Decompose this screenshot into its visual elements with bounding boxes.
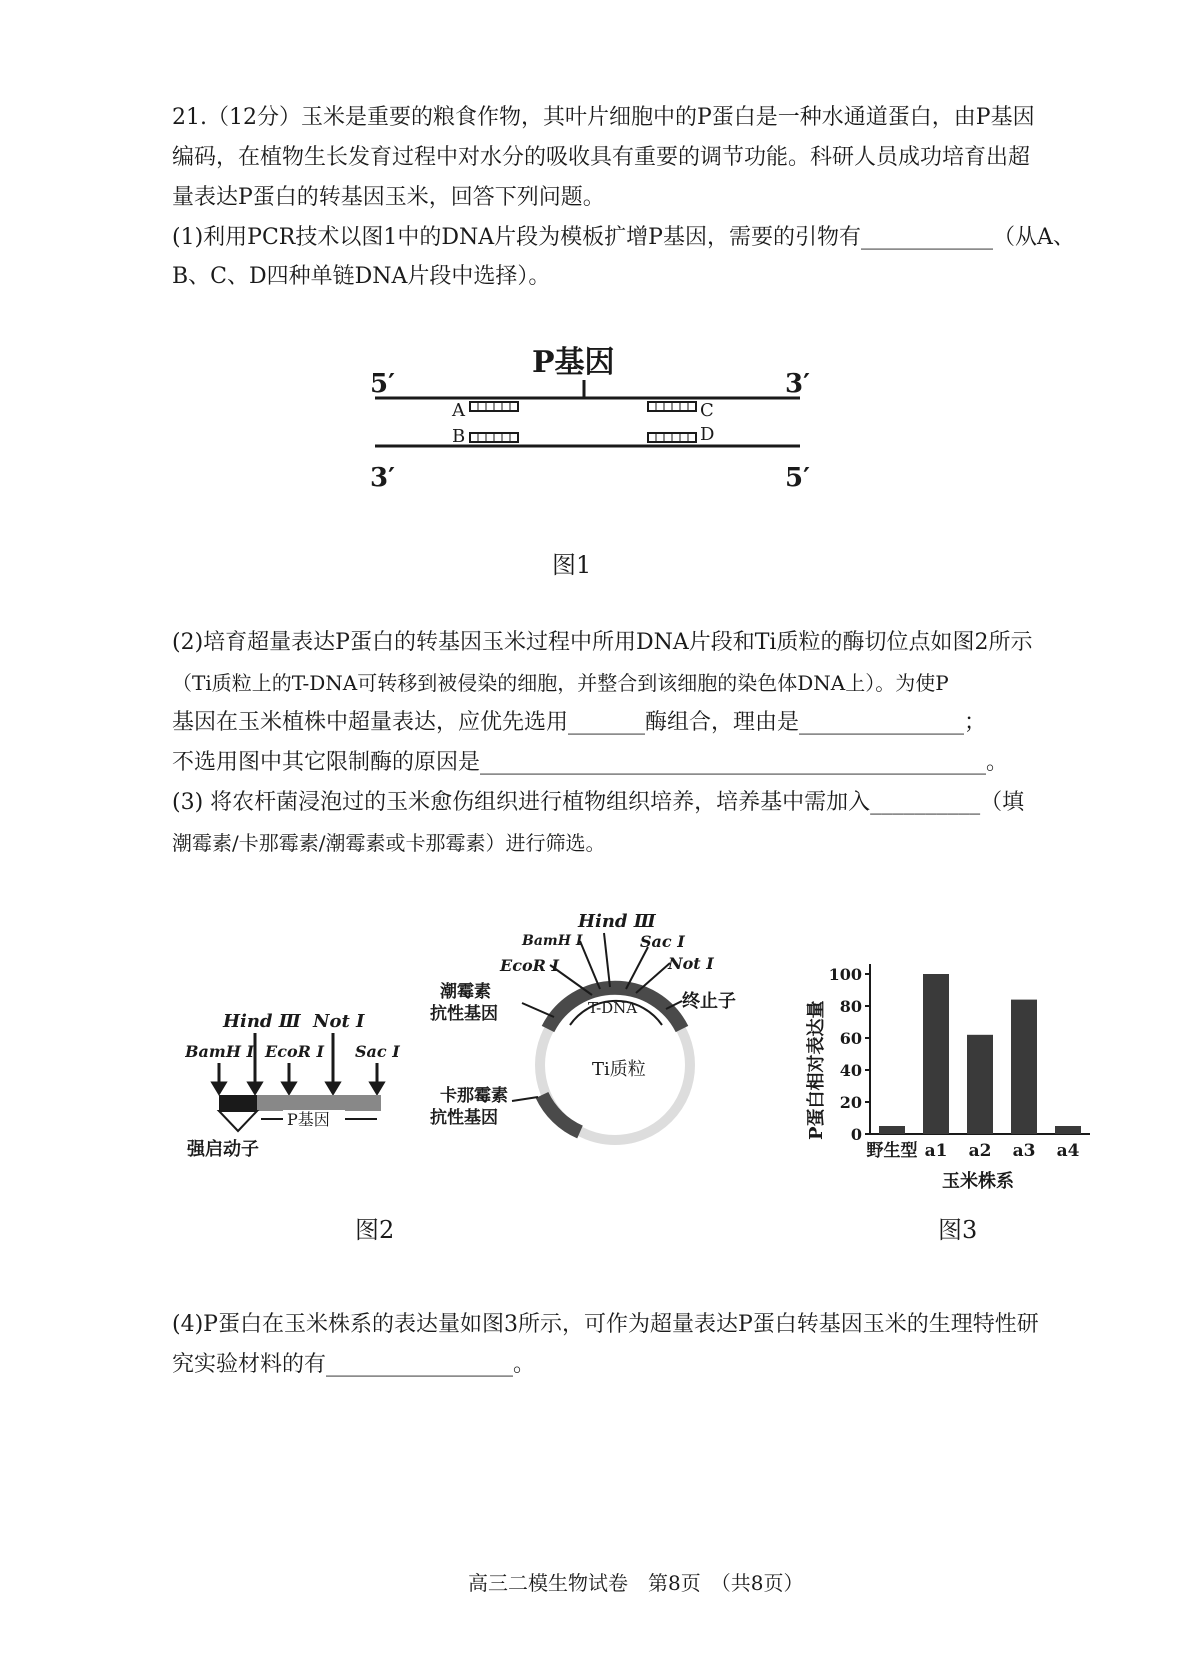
kan-gene-arc [542,1095,580,1132]
plasmid-hind-label: Hind Ⅲ [578,911,656,932]
label-5-prime-top: 5′ [370,369,395,399]
enzyme-not-label: Not Ⅰ [313,1011,365,1032]
primer-a [470,402,518,411]
label-3-prime-bottom: 3′ [370,463,395,490]
question-4-line-2: 究实验材料的有_________________。 [172,1352,536,1377]
primer-d [648,433,696,442]
primer-b [470,433,518,442]
chart-y-axis-label: P蛋白相对表达量 [806,1000,827,1140]
plasmid-bam-label: BamH Ⅰ [522,933,583,949]
figure-2-ti-plasmid [430,905,750,1195]
x-tick-label: 野生型 [866,1141,918,1161]
figure-2-caption: 图2 [355,1216,395,1244]
enzyme-bam-label: BamH Ⅰ [185,1042,254,1061]
figure-1-caption: 图1 [552,551,592,579]
question-2-line-2: （Ti质粒上的T-DNA可转移到被侵染的细胞，并整合到该细胞的染色体DNA上）。为使P [172,671,949,695]
bar-1 [923,974,949,1134]
tdna-label: T-DNA [588,999,638,1017]
page-footer: 高三二模生物试卷 第8页 （共8页） [468,1571,804,1595]
kan-gene-label-2: 抗性基因 [430,1108,498,1128]
question-intro-line-3: 量表达P蛋白的转基因玉米，回答下列问题。 [172,185,605,210]
p-gene-label: P基因 [532,345,615,380]
y-tick-label: 20 [839,1093,862,1112]
question-4-line-1: (4)P蛋白在玉米株系的表达量如图3所示，可作为超量表达P蛋白转基因玉米的生理特性研 [172,1312,1039,1337]
promoter-block [219,1095,257,1111]
question-intro-line-2: 编码，在植物生长发育过程中对水分的吸收具有重要的调节功能。科研人员成功培育出超 [172,145,1031,170]
question-2-line-1: (2)培育超量表达P蛋白的转基因玉米过程中所用DNA片段和Ti质粒的酶切位点如图2所示 [172,630,1033,655]
promoter-triangle [219,1111,257,1131]
primer-d-label: D [700,424,715,445]
figure-2-dna-fragment [185,1005,425,1165]
y-tick-label: 80 [839,997,862,1016]
figure-1-dna-diagram [360,340,840,490]
bar-3 [1011,1000,1037,1134]
primer-c [648,402,696,411]
hyg-gene-label-2: 抗性基因 [430,1004,498,1024]
enzyme-eco-label: EcoR Ⅰ [265,1042,324,1061]
y-tick-label: 40 [839,1061,862,1080]
question-1-line-2: B、C、D四种单链DNA片段中选择）。 [172,264,551,289]
figure-3-caption: 图3 [938,1216,978,1244]
p-gene-fragment-label: P基因 [287,1110,330,1129]
label-5-prime-bottom: 5′ [785,463,810,490]
plasmid-sac-label: Sac Ⅰ [640,932,685,951]
question-1-line-1: (1)利用PCR技术以图1中的DNA片段为模板扩增P基因，需要的引物有____________（从A、 [172,225,1075,250]
bar-2 [967,1035,993,1134]
x-tick-label: a4 [1056,1141,1080,1161]
label-3-prime-top: 3′ [785,369,810,399]
p-gene-block [257,1095,381,1111]
ti-plasmid-label: Ti质粒 [592,1059,646,1080]
x-tick-label: a3 [1012,1141,1036,1161]
primer-b-label: B [452,426,466,447]
plasmid-eco-label: EcoR Ⅰ [500,956,559,975]
y-tick-label: 60 [839,1029,862,1048]
primer-a-label: A [452,400,465,421]
question-intro-line-1: 21.（12分）玉米是重要的粮食作物，其叶片细胞中的P蛋白是一种水通道蛋白，由P基因 [172,105,1035,130]
chart-x-axis-label: 玉米株系 [942,1171,1014,1192]
question-3-line-2: 潮霉素/卡那霉素/潮霉素或卡那霉素）进行筛选。 [172,831,606,855]
figure-3-bar-chart [800,950,1100,1210]
hyg-gene-label-1: 潮霉素 [440,982,491,1002]
question-2-line-4: 不选用图中其它限制酶的原因是______________________________________________。 [172,750,1009,775]
y-tick-label: 0 [850,1125,862,1144]
question-2-line-3: 基因在玉米植株中超量表达，应优先选用_______酶组合，理由是_______________； [172,710,987,735]
primer-c-label: C [700,400,714,421]
bar-4 [1055,1126,1081,1134]
kan-gene-label-1: 卡那霉素 [440,1086,508,1106]
bar-0 [879,1126,905,1134]
kan-pointer [512,1097,538,1101]
question-3-line-1: (3) 将农杆菌浸泡过的玉米愈伤组织进行植物组织培养，培养基中需加入__________（填 [172,790,1025,815]
y-tick-label: 100 [828,965,862,984]
hyg-pointer [522,1003,554,1017]
terminator-label: 终止子 [682,991,736,1012]
enzyme-sac-label: Sac Ⅰ [355,1042,400,1061]
enzyme-hind-label: Hind Ⅲ [223,1011,301,1032]
x-tick-label: a1 [924,1141,948,1161]
x-tick-label: a2 [968,1141,992,1161]
promoter-label: 强启动子 [187,1139,259,1160]
plasmid-not-label: Not Ⅰ [668,954,714,973]
